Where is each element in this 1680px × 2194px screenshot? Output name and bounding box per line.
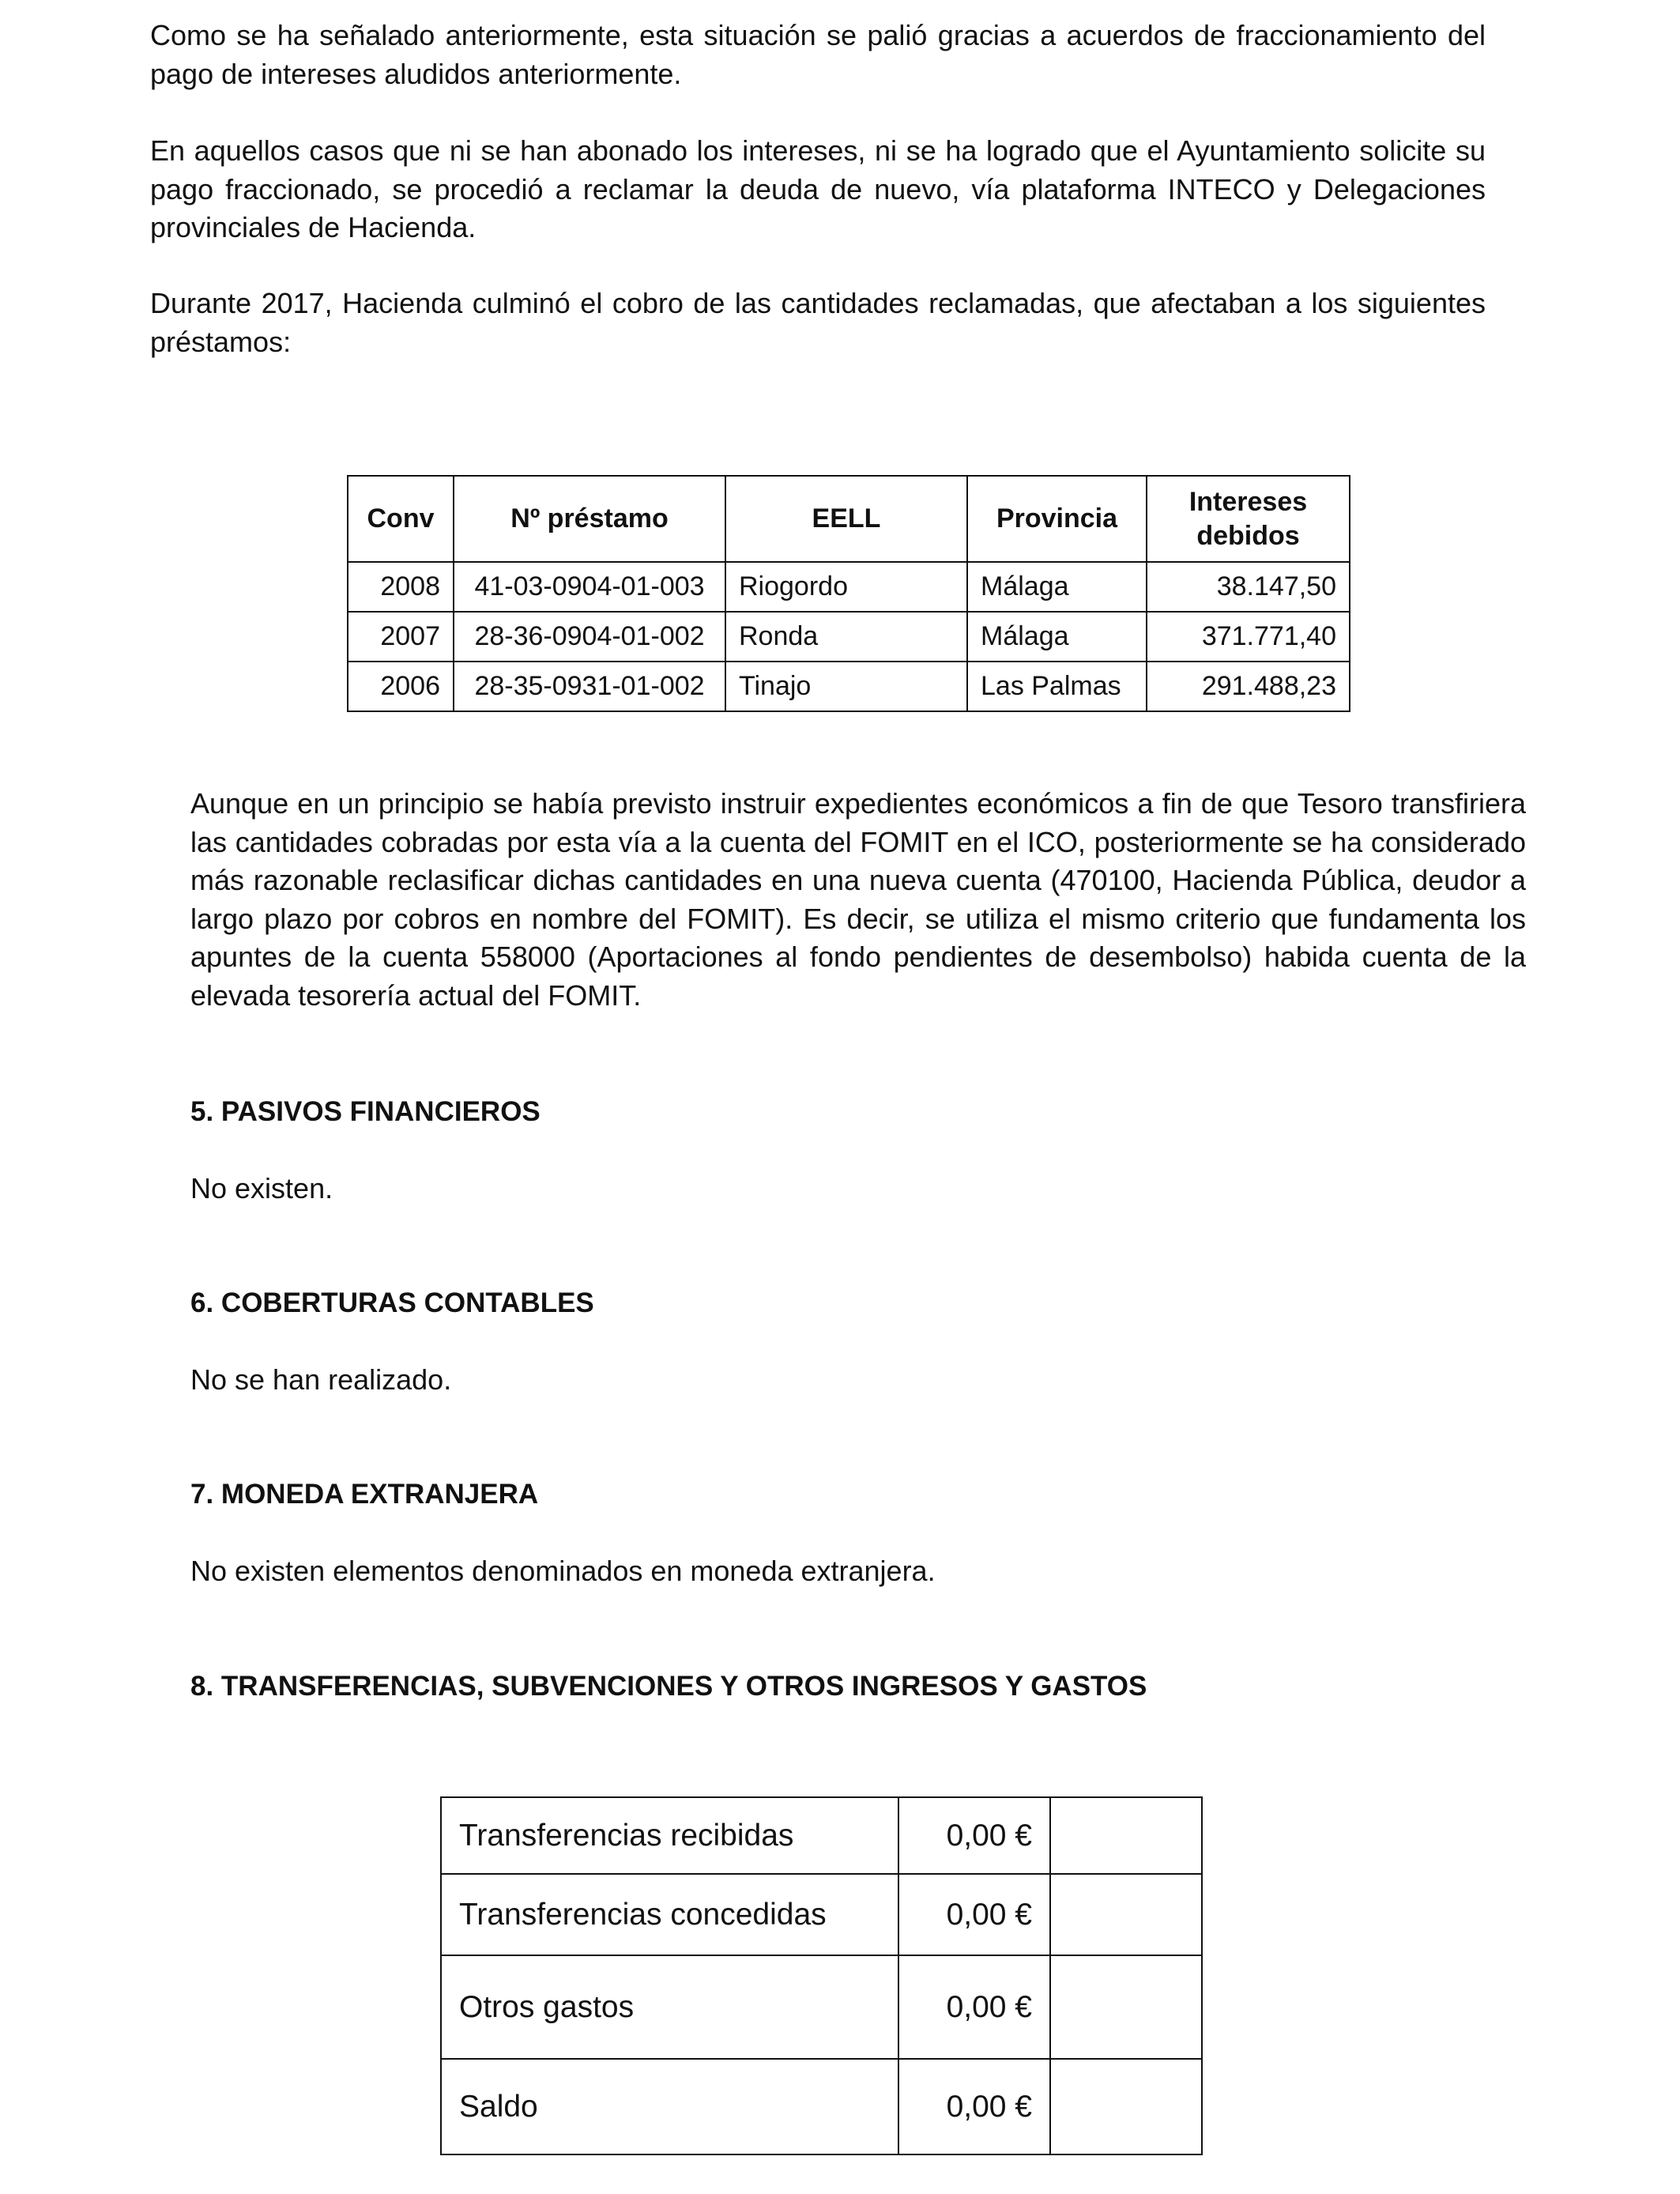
section-text-moneda-extranjera: No existen elementos denominados en moneda extranjera.	[190, 1555, 936, 1587]
cell-numero-prestamo: 41-03-0904-01-003	[454, 562, 725, 612]
cell-empty	[1050, 1874, 1202, 1955]
cell-eell: Riogordo	[725, 562, 967, 612]
header-eell: EELL	[725, 476, 967, 562]
cell-empty	[1050, 1797, 1202, 1874]
paragraph-reclasificacion: Aunque en un principio se había previsto instruir expedientes económicos a fin de que Tesoro transfiriera las cantidades cobradas por esta vía a la cuenta del FOMIT en el ICO, posteriormente se ha considerado más razonable reclasificar dichas cantidades en una nueva cuenta (470100, Hacienda Pública, deudor a largo plazo por cobros en nombre del FOMIT). Es decir, se utiliza el mismo criterio que fundamenta los apuntes de la cuenta 558000 (Aportaciones al fondo pendientes de desembolso) habida cuenta de la elevada tesorería actual del FOMIT.	[190, 787, 1526, 1012]
cell-otros-gastos-label: Otros gastos	[441, 1955, 898, 2059]
cell-conv: 2006	[348, 662, 454, 711]
table-row	[348, 612, 1350, 662]
cell-transferencias-concedidas-value: 0,00 €	[898, 1874, 1050, 1955]
section-text-pasivos-financieros: No existen.	[190, 1172, 333, 1204]
cell-transferencias-recibidas-value: 0,00 €	[898, 1797, 1050, 1874]
paragraph-cobro-2017: Durante 2017, Hacienda culminó el cobro de las cantidades reclamadas, que afectaban a los siguientes préstamos:	[150, 287, 1486, 358]
table-row	[441, 1797, 1202, 1874]
cell-numero-prestamo: 28-35-0931-01-002	[454, 662, 725, 711]
cell-transferencias-recibidas-label: Transferencias recibidas	[441, 1797, 898, 1874]
cell-provincia: Las Palmas	[967, 662, 1147, 711]
paragraph-reclamacion-deuda: En aquellos casos que ni se han abonado los intereses, ni se ha logrado que el Ayuntamiento solicite su pago fraccionado, se procedió a reclamar la deuda de nuevo, vía plataforma INTECO y Delegaciones provinciales de Hacienda.	[150, 134, 1486, 243]
loans-table-header-row	[348, 476, 1350, 562]
cell-eell: Tinajo	[725, 662, 967, 711]
section-heading-coberturas-contables: 6. COBERTURAS CONTABLES	[190, 1287, 594, 1318]
cell-intereses: 371.771,40	[1147, 612, 1350, 662]
cell-intereses: 38.147,50	[1147, 562, 1350, 612]
header-conv: Conv	[348, 476, 454, 562]
loans-table	[347, 475, 1350, 712]
section-heading-transferencias: 8. TRANSFERENCIAS, SUBVENCIONES Y OTROS INGRESOS Y GASTOS	[190, 1671, 1147, 1702]
table-row	[441, 1874, 1202, 1955]
paragraph-fraccionamiento: Como se ha señalado anteriormente, esta situación se palió gracias a acuerdos de fraccionamiento del pago de intereses aludidos anteriormente.	[150, 19, 1486, 90]
section-text-coberturas-contables: No se han realizado.	[190, 1363, 452, 1396]
cell-conv: 2008	[348, 562, 454, 612]
cell-saldo-label: Saldo	[441, 2059, 898, 2154]
section-heading-moneda-extranjera: 7. MONEDA EXTRANJERA	[190, 1479, 539, 1510]
header-numero-prestamo: Nº préstamo	[454, 476, 725, 562]
header-intereses-debidos	[1147, 476, 1350, 562]
transfers-table	[440, 1796, 1203, 2155]
table-row	[441, 1955, 1202, 2059]
table-row	[441, 2059, 1202, 2154]
cell-transferencias-concedidas-label: Transferencias concedidas	[441, 1874, 898, 1955]
cell-empty	[1050, 2059, 1202, 2154]
cell-saldo-value: 0,00 €	[898, 2059, 1050, 2154]
cell-provincia: Málaga	[967, 562, 1147, 612]
cell-numero-prestamo: 28-36-0904-01-002	[454, 612, 725, 662]
table-row	[348, 562, 1350, 612]
header-provincia: Provincia	[967, 476, 1147, 562]
cell-eell: Ronda	[725, 612, 967, 662]
cell-intereses: 291.488,23	[1147, 662, 1350, 711]
cell-conv: 2007	[348, 612, 454, 662]
header-intereses-line1: Intereses	[1188, 486, 1308, 517]
section-heading-pasivos-financieros: 5. PASIVOS FINANCIEROS	[190, 1096, 541, 1127]
header-intereses-line2: debidos	[1196, 520, 1300, 551]
cell-otros-gastos-value: 0,00 €	[898, 1955, 1050, 2059]
table-row	[348, 662, 1350, 711]
cell-provincia: Málaga	[967, 612, 1147, 662]
cell-empty	[1050, 1955, 1202, 2059]
